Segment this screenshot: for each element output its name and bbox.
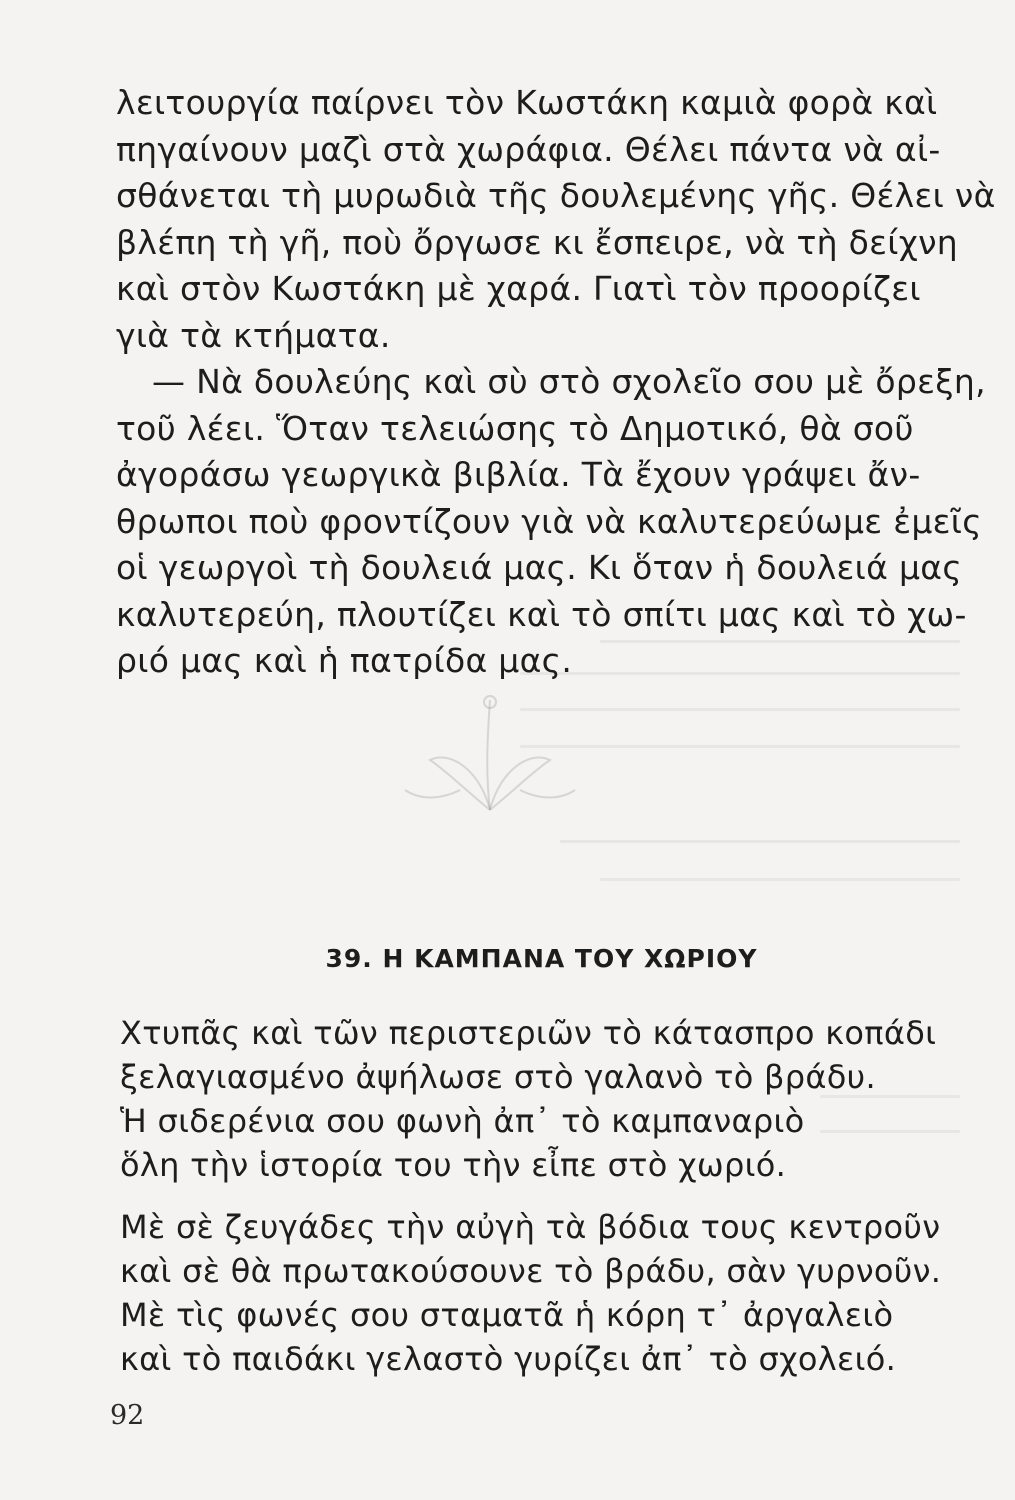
prose-line: ἀγοράσω γεωργικὰ βιβλία. Τὰ ἔχουν γράψει ἄν-: [116, 455, 921, 494]
poem-line: καὶ σὲ θὰ πρωτακούσουνε τὸ βράδυ, σὰν γυρνοῦν.: [120, 1252, 942, 1290]
prose-paragraphs: [116, 80, 996, 685]
poem-line: καὶ τὸ παιδάκι γελαστὸ γυρίζει ἀπ᾽ τὸ σχολειό.: [120, 1340, 897, 1378]
page-number: 92: [110, 1400, 145, 1431]
prose-line: καλυτερεύη, πλουτίζει καὶ τὸ σπίτι μας καὶ τὸ χω-: [116, 594, 967, 634]
prose-line: λειτουργία παίρνει τὸν Κωστάκη καμιὰ φορὰ καὶ: [116, 83, 938, 122]
prose-line: σθάνεται τὴ μυρωδιὰ τῆς δουλεμένης γῆς. Θέλει νὰ: [116, 176, 996, 215]
prose-line: θρωποι ποὺ φροντίζουν γιὰ νὰ καλυτερεύωμε ἐμεῖς: [116, 501, 982, 541]
poem-line: ὅλη τὴν ἱστορία του τὴν εἶπε στὸ χωριό.: [120, 1146, 787, 1184]
poem-line: Μὲ σὲ ζευγάδες τὴν αὐγὴ τὰ βόδια τους κεντροῦν: [120, 1208, 941, 1246]
prose-line: τοῦ λέει. Ὅταν τελειώσης τὸ Δημοτικό, θὰ σοῦ: [116, 408, 914, 448]
prose-line: — Νὰ δουλεύης καὶ σὺ στὸ σχολεῖο σου μὲ ὄρεξη,: [152, 362, 986, 401]
poem-stanza-2: [120, 1205, 980, 1381]
section-heading-text: 39. Η ΚΑΜΠΑΝΑ ΤΟΥ ΧΩΡΙΟΥ: [325, 944, 758, 973]
prose-line: βλέπη τὴ γῆ, ποὺ ὄργωσε κι ἔσπειρε, νὰ τὴ δείχνη: [116, 222, 959, 262]
poem-line: Ἡ σιδερένια σου φωνὴ ἀπ᾽ τὸ καμπαναριὸ: [120, 1102, 805, 1140]
prose-line: γιὰ τὰ κτήματα.: [116, 315, 391, 355]
prose-line: ριό μας καὶ ἡ πατρίδα μας.: [116, 641, 573, 680]
poem-line: Μὲ τὶς φωνές σου σταματᾶ ἡ κόρη τ᾽ ἀργαλειὸ: [120, 1296, 894, 1334]
prose-line: καὶ στὸν Κωστάκη μὲ χαρά. Γιατὶ τὸν προορίζει: [116, 269, 921, 308]
poem-line: Χτυπᾶς καὶ τῶν περιστεριῶν τὸ κάτασπρο κοπάδι: [120, 1014, 937, 1052]
section-heading: [0, 944, 1015, 973]
poem-stanza-1: [120, 1011, 980, 1187]
prose-line: πηγαίνουν μαζὶ στὰ χωράφια. Θέλει πάντα νὰ αἰ-: [116, 129, 941, 169]
prose-line: οἱ γεωργοὶ τὴ δουλειά μας. Κι ὅταν ἡ δουλειά μας: [116, 548, 962, 587]
poem-line: ξελαγιασμένο ἀψήλωσε στὸ γαλανὸ τὸ βράδυ.: [120, 1058, 876, 1096]
bleed-ornament-icon: [390, 690, 590, 820]
